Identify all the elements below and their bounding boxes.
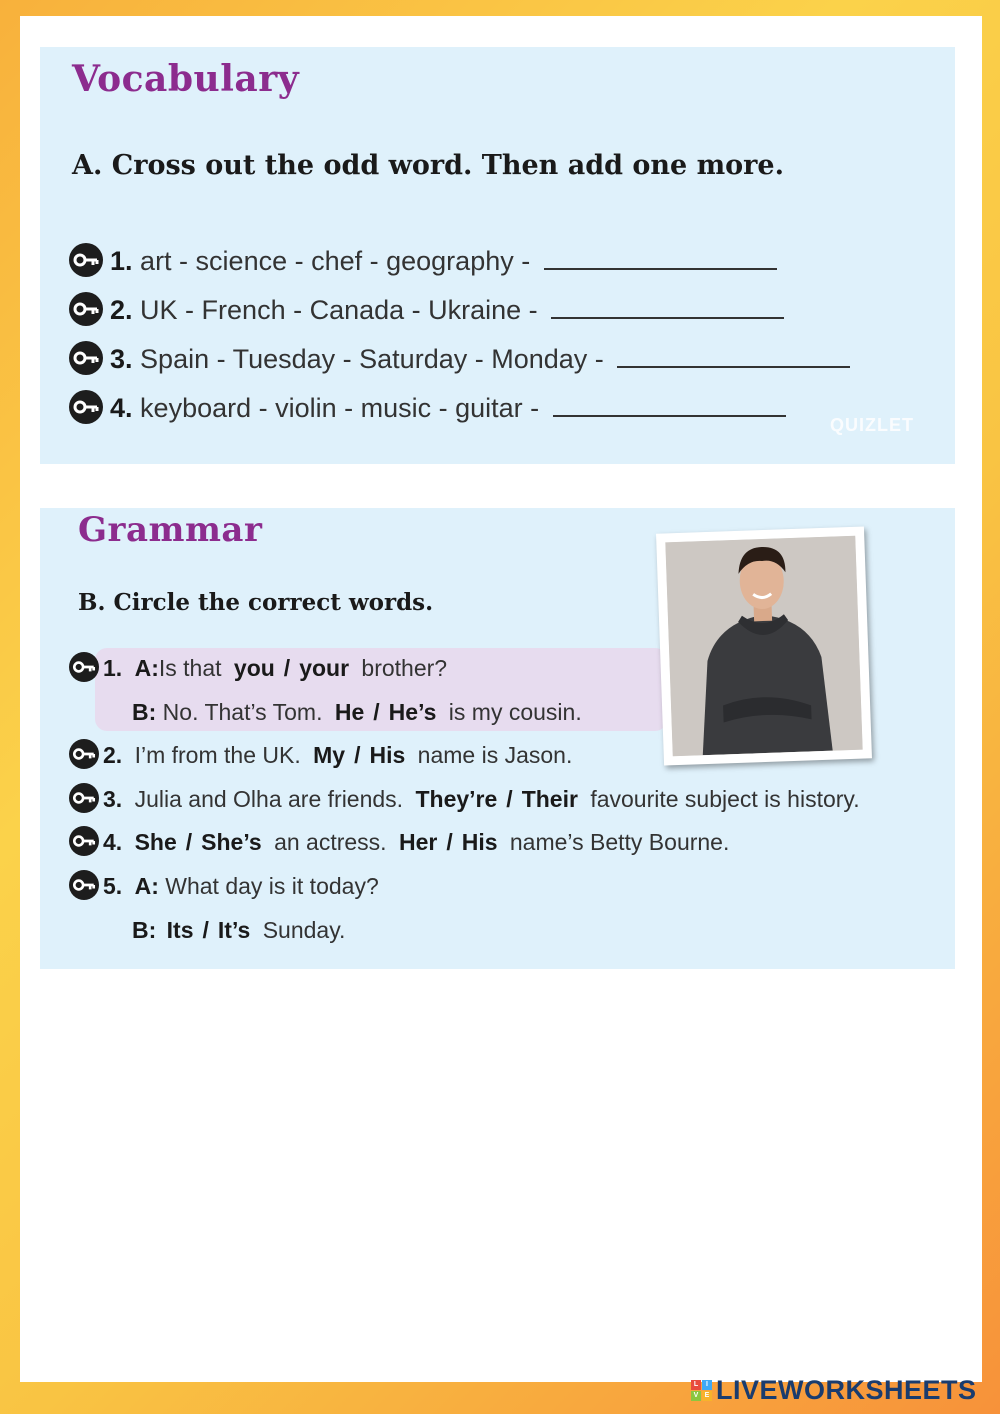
vocabulary-title: Vocabulary xyxy=(72,58,300,100)
word-list[interactable]: UK - French - Canada - Ukraine - xyxy=(140,295,538,325)
key-icon[interactable] xyxy=(69,243,103,277)
photo-image xyxy=(665,536,862,757)
sentence-text: is my cousin. xyxy=(448,699,582,725)
option-hes[interactable]: He’s xyxy=(388,699,437,725)
speaker-label: A: xyxy=(134,873,159,899)
slash: / xyxy=(202,917,209,943)
word-list[interactable]: art - science - chef - geography - xyxy=(140,246,531,276)
item-number: 1. xyxy=(110,246,133,276)
grammar-item-4 xyxy=(103,829,729,856)
student-photo xyxy=(656,526,872,765)
option-it-is[interactable]: It’s xyxy=(217,917,251,943)
key-icon[interactable] xyxy=(69,739,99,769)
item-number: 4. xyxy=(103,829,123,855)
option-shes[interactable]: She’s xyxy=(201,829,262,855)
item-number: 2. xyxy=(103,742,123,768)
sentence-text: name is Jason. xyxy=(417,742,573,768)
option-their[interactable]: Their xyxy=(521,786,578,812)
word-list[interactable]: keyboard - violin - music - guitar - xyxy=(140,393,540,423)
key-icon[interactable] xyxy=(69,783,99,813)
task-b-heading: B. Circle the correct words. xyxy=(78,589,434,616)
key-icon[interactable] xyxy=(69,292,103,326)
option-his[interactable]: His xyxy=(461,829,498,855)
sentence-text: What day is it today? xyxy=(165,873,379,899)
grammar-item-3 xyxy=(103,786,860,813)
sentence-text: Sunday. xyxy=(262,917,346,943)
item-number: 3. xyxy=(110,344,133,374)
speaker-label: B: xyxy=(132,699,157,725)
key-icon[interactable] xyxy=(69,826,99,856)
slash: / xyxy=(446,829,453,855)
sentence-text: brother? xyxy=(361,655,448,681)
option-my[interactable]: My xyxy=(313,742,346,768)
item-number: 1. xyxy=(103,655,123,681)
speaker-label: A: xyxy=(134,655,159,681)
option-he[interactable]: He xyxy=(334,699,365,725)
slash: / xyxy=(185,829,193,855)
answer-blank[interactable] xyxy=(553,391,786,417)
option-your[interactable]: your xyxy=(299,655,350,681)
word-list[interactable]: Spain - Tuesday - Saturday - Monday - xyxy=(140,344,604,374)
answer-blank[interactable] xyxy=(544,244,777,270)
sentence-text: I’m from the UK. xyxy=(134,742,301,768)
quizlet-watermark: QUIZLET xyxy=(830,415,914,435)
logo-letter: V xyxy=(691,1391,701,1401)
logo-letter: E xyxy=(702,1391,712,1401)
option-theyre[interactable]: They’re xyxy=(415,786,498,812)
grammar-item-5a xyxy=(103,873,379,900)
vocab-item-1 xyxy=(110,244,777,277)
logo-text: LIVEWORKSHEETS xyxy=(716,1374,977,1405)
answer-blank[interactable] xyxy=(551,293,784,319)
item-number: 4. xyxy=(110,393,133,423)
sentence-text: No. That’s Tom. xyxy=(162,699,323,725)
key-icon[interactable] xyxy=(69,390,103,424)
sentence-text: Julia and Olha are friends. xyxy=(134,786,404,812)
option-his[interactable]: His xyxy=(369,742,406,768)
grammar-item-2 xyxy=(103,742,572,769)
grammar-item-1a xyxy=(103,655,447,682)
slash: / xyxy=(373,699,380,725)
sentence-text: an actress. xyxy=(274,829,387,855)
item-number: 2. xyxy=(110,295,133,325)
vocab-item-3 xyxy=(110,342,850,375)
item-number: 3. xyxy=(103,786,123,812)
grammar-title: Grammar xyxy=(78,510,263,550)
grammar-item-5b xyxy=(132,917,345,944)
sentence-text: Is that xyxy=(158,655,222,681)
logo-letter: I xyxy=(702,1380,712,1390)
speaker-label: B: xyxy=(132,917,157,943)
option-its[interactable]: Its xyxy=(166,917,194,943)
grammar-item-1b xyxy=(132,699,582,726)
vocab-item-2 xyxy=(110,293,784,326)
sentence-text: favourite subject is history. xyxy=(590,786,860,812)
slash: / xyxy=(354,742,361,768)
answer-blank[interactable] xyxy=(617,342,850,368)
option-she[interactable]: She xyxy=(134,829,177,855)
task-a-heading: A. Cross out the odd word. Then add one more. xyxy=(72,150,784,181)
key-icon[interactable] xyxy=(69,341,103,375)
liveworksheets-logo[interactable] xyxy=(691,1375,977,1405)
sentence-text: name’s Betty Bourne. xyxy=(509,829,730,855)
key-icon[interactable] xyxy=(69,652,99,682)
logo-letter: L xyxy=(691,1380,701,1390)
option-her[interactable]: Her xyxy=(398,829,438,855)
option-you[interactable]: you xyxy=(233,655,275,681)
item-number: 5. xyxy=(103,873,123,899)
logo-mark-icon xyxy=(691,1380,712,1401)
vocab-item-4 xyxy=(110,391,786,424)
slash: / xyxy=(506,786,513,812)
key-icon[interactable] xyxy=(69,870,99,900)
slash: / xyxy=(283,655,291,681)
